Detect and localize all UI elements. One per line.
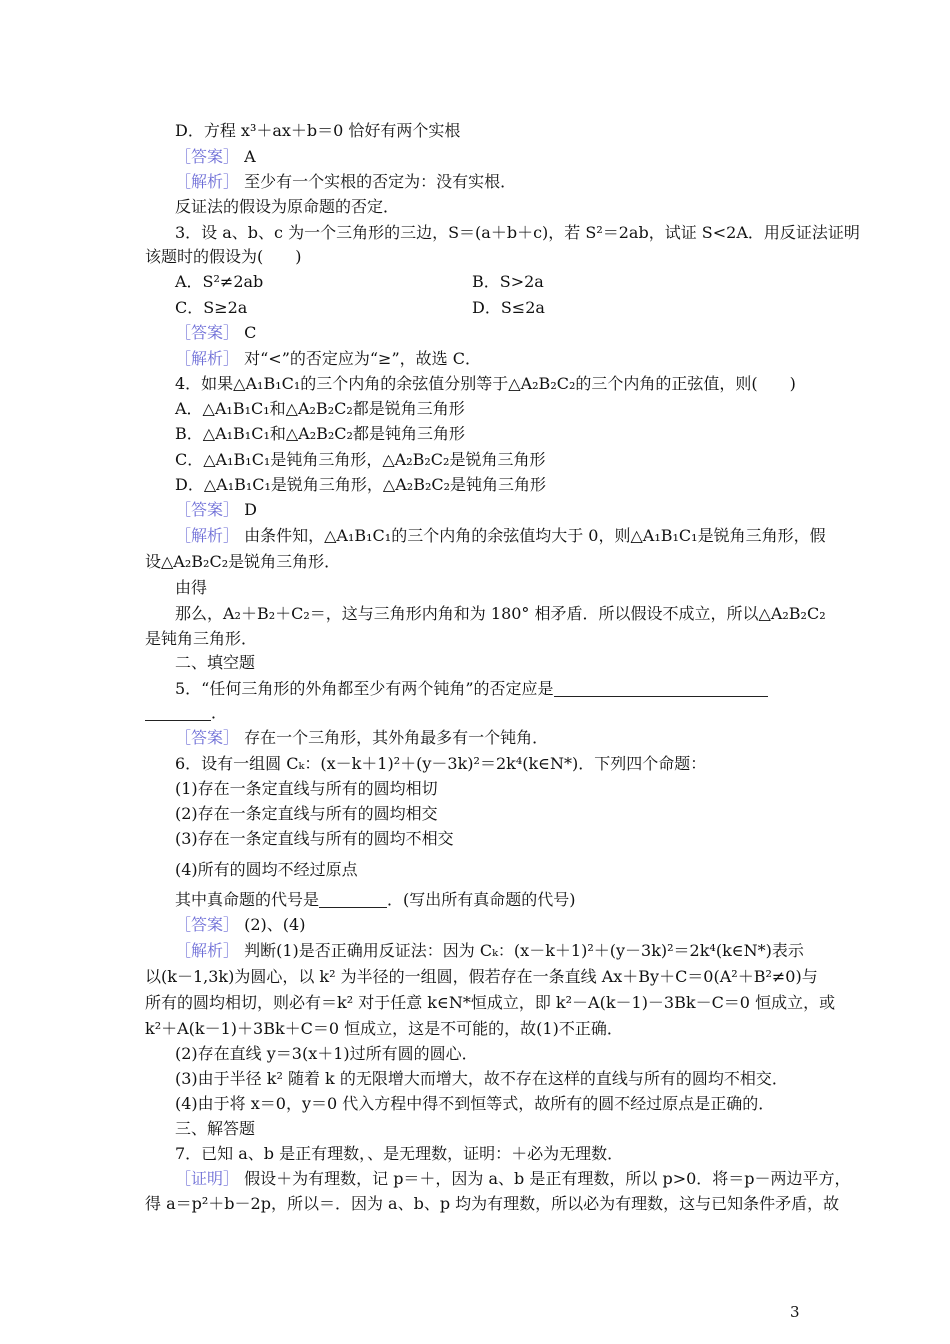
section-heading: 二、填空题 — [175, 653, 256, 672]
answer-line: ［答案］ 存在一个三角形，其外角最多有一个钝角． — [175, 728, 549, 747]
statement-4: (4)所有的圆均不经过原点 — [175, 860, 358, 879]
option-d: D．S≤2a — [472, 298, 545, 317]
text-line: k²＋A(k－1)＋3Bk＋C＝0 恒成立，这是不可能的，故(1)不正确． — [145, 1019, 623, 1038]
blank-line — [145, 704, 211, 721]
answer-line: ［答案］ C — [175, 323, 257, 342]
question-7: 7．已知 a、b 是正有理数，、是无理数，证明：＋必为无理数． — [175, 1144, 624, 1163]
text-line: (4)由于将 x＝0，y＝0 代入方程中得不到恒等式，故所有的圆不经过原点是正确的． — [175, 1094, 775, 1113]
question-4: 4．如果△A₁B₁C₁的三个内角的余弦值分别等于△A₂B₂C₂的三个内角的正弦值，则( ) — [175, 374, 796, 393]
option-a: A．S²≠2ab — [175, 272, 264, 291]
statement-3: (3)存在一条定直线与所有的圆均不相交 — [175, 829, 454, 848]
text-line: 得 a＝p²＋b－2p，所以＝．因为 a、b、p 均为有理数，所以必为有理数，这与已知条件矛盾，故 — [145, 1194, 840, 1213]
text-line: 是钝角三角形． — [145, 629, 258, 648]
question-6: 6．设有一组圆 Cₖ：(x－k＋1)²＋(y－3k)²＝2k⁴(k∈N*)．下列四个命题： — [175, 754, 707, 773]
text-line: (3)由于半径 k² 随着 k 的无限增大而增大，故不存在这样的直线与所有的圆均不相交． — [175, 1069, 788, 1088]
text-line: 所有的圆均相切，则必有＝k² 对于任意 k∈N*恒成立，即 k²－A(k－1)－3Bk－C＝0 恒成立，或 — [145, 993, 836, 1012]
text-line: 以(k－1,3k)为圆心，以 k² 为半径的一组圆，假若存在一条直线 Ax＋By＋C＝0(A²＋B²≠0)与 — [145, 967, 818, 986]
text-line: (2)存在直线 y＝3(x＋1)过所有圆的圆心． — [175, 1044, 478, 1063]
option-b: B．S>2a — [472, 272, 544, 291]
text-line: D．方程 x³＋ax＋b＝0 恰好有两个实根 — [175, 121, 461, 140]
blank-line — [554, 680, 768, 697]
answer-line: ［答案］ D — [175, 500, 257, 519]
text-line: 该题时的假设为( ) — [145, 247, 302, 266]
blank-line — [319, 891, 387, 908]
analysis-line: ［解析］ 由条件知，△A₁B₁C₁的三个内角的余弦值均大于 0，则△A₁B₁C₁是锐角三角形，假 — [175, 526, 826, 545]
page-number: 3 — [790, 1303, 800, 1321]
option-d: D．△A₁B₁C₁是锐角三角形，△A₂B₂C₂是钝角三角形 — [175, 475, 547, 494]
answer-line: ［答案］ A — [175, 147, 256, 166]
option-b: B．△A₁B₁C₁和△A₂B₂C₂都是钝角三角形 — [175, 424, 465, 443]
option-c: C．S≥2a — [175, 298, 248, 317]
analysis-line: ［解析］ 对“<”的否定应为“≥”，故选 C． — [175, 349, 481, 368]
text-line: 其中真命题的代号是 ．(写出所有真命题的代号) — [175, 890, 576, 909]
question-5: 5．“任何三角形的外角都至少有两个钝角”的否定应是 — [175, 678, 810, 700]
text-line: 那么，A₂＋B₂＋C₂＝，这与三角形内角和为 180° 相矛盾．所以假设不成立，所以△A₂B₂C₂ — [175, 604, 826, 623]
analysis-line: ［解析］ 判断(1)是否正确用反证法：因为 Cₖ：(x－k＋1)²＋(y－3k)²＝2k⁴(k∈N*)表示 — [175, 941, 804, 960]
section-heading: 三、解答题 — [175, 1119, 256, 1138]
option-c: C．△A₁B₁C₁是钝角三角形，△A₂B₂C₂是锐角三角形 — [175, 450, 546, 469]
answer-line: ［答案］ (2)、(4) — [175, 915, 306, 934]
text-line: ． — [145, 702, 810, 724]
analysis-line: ［解析］ 至少有一个实根的否定为：没有实根． — [175, 172, 517, 191]
text-line: 设△A₂B₂C₂是锐角三角形． — [145, 552, 341, 571]
statement-2: (2)存在一条定直线与所有的圆均相交 — [175, 804, 438, 823]
option-a: A．△A₁B₁C₁和△A₂B₂C₂都是锐角三角形 — [175, 399, 465, 418]
text-line: 反证法的假设为原命题的否定． — [175, 197, 400, 216]
text-line: 由得 — [175, 578, 208, 597]
question-3: 3．设 a、b、c 为一个三角形的三边，S＝(a＋b＋c)，若 S²＝2ab，试证 S<2A．用反证法证明 — [175, 223, 860, 242]
statement-1: (1)存在一条定直线与所有的圆均相切 — [175, 779, 438, 798]
proof-line: ［证明］ 假设＋为有理数，记 p＝＋，因为 a、b 是正有理数，所以 p>0．将＝p－两边平方， — [175, 1169, 851, 1188]
